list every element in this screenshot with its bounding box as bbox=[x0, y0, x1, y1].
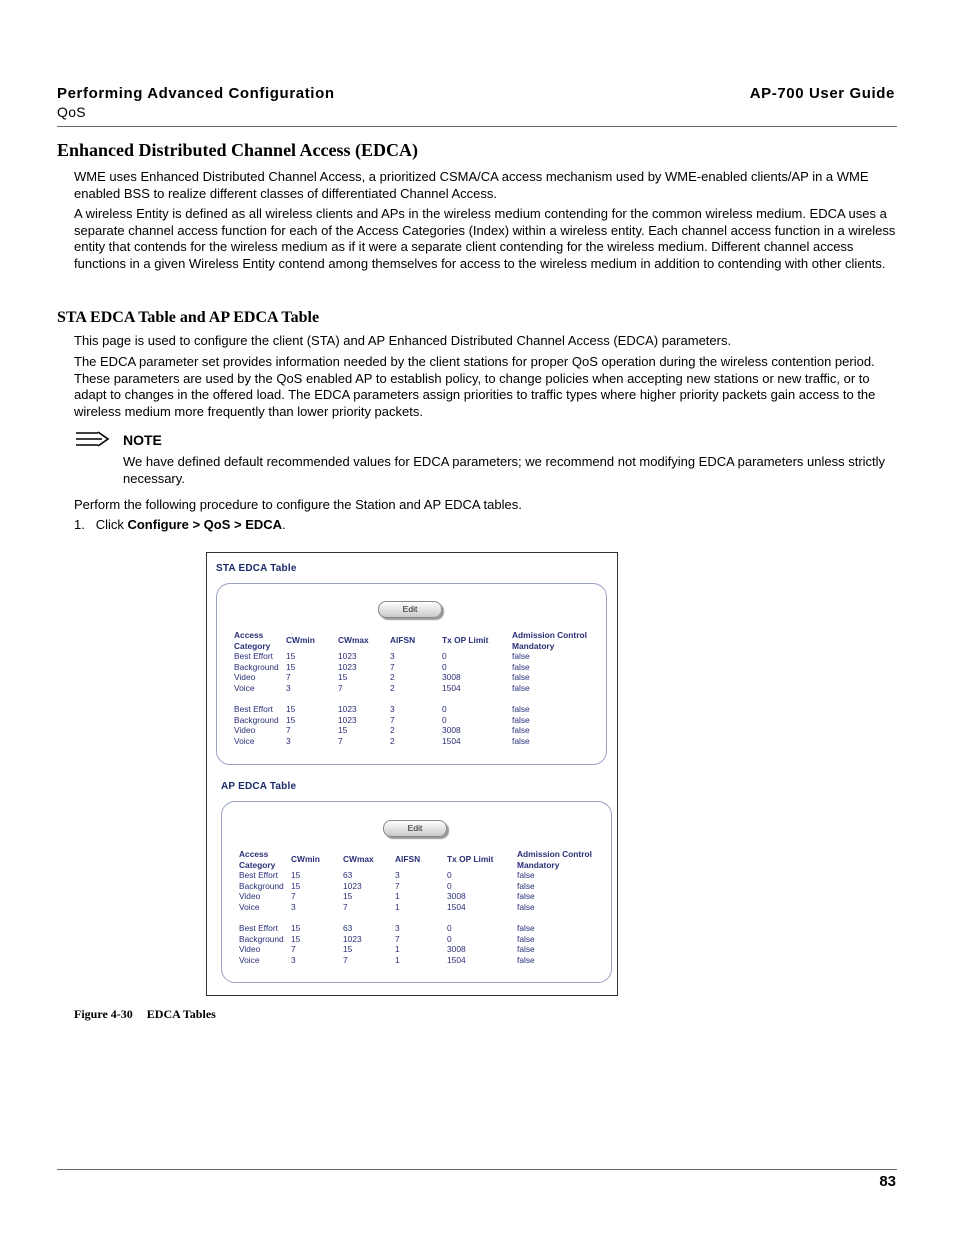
table-cell: 3 bbox=[395, 922, 400, 933]
table-cell: Background bbox=[234, 661, 279, 672]
table-cell: Voice bbox=[234, 735, 255, 746]
table-cell: false bbox=[512, 714, 530, 725]
table-cell: 0 bbox=[447, 880, 452, 891]
table-cell: false bbox=[512, 661, 530, 672]
table-cell: 0 bbox=[447, 870, 452, 880]
table-cell: 0 bbox=[442, 661, 447, 672]
table-cell: 1023 bbox=[343, 933, 362, 944]
table-cell: Background bbox=[239, 880, 284, 891]
column-header: AIFSN bbox=[390, 635, 416, 645]
sta-edca-table-title: STA EDCA Table bbox=[216, 563, 297, 574]
column-header: Access Category bbox=[234, 630, 271, 651]
table-cell: 1504 bbox=[442, 735, 461, 746]
procedure-intro: Perform the following procedure to configure the Station and AP EDCA tables. bbox=[74, 497, 522, 512]
table-cell: 15 bbox=[291, 880, 301, 891]
table-cell: 2 bbox=[390, 735, 395, 746]
table-cell: false bbox=[517, 954, 535, 965]
step-prefix: Click bbox=[95, 517, 128, 532]
edca-paragraph-1: WME uses Enhanced Distributed Channel Access, a prioritized CSMA/CA access mechanism used by WME-enabled clients/AP in a WME enabled BSS to realize different classes of differentiated Channel Access. bbox=[74, 169, 869, 201]
sta-edca-table bbox=[234, 630, 604, 754]
table-cell: 1023 bbox=[338, 661, 357, 672]
table-cell: 7 bbox=[286, 725, 291, 736]
table-cell: Video bbox=[239, 944, 261, 955]
table-cell: Video bbox=[239, 891, 261, 902]
table-cell: 7 bbox=[390, 661, 395, 672]
edca-tables-figure bbox=[206, 552, 618, 996]
table-cell: false bbox=[517, 870, 535, 880]
figure-caption-number: Figure 4-30 bbox=[74, 1007, 133, 1021]
column-header: CWmax bbox=[338, 635, 369, 645]
sta-edit-button[interactable]: Edit bbox=[378, 601, 442, 618]
ap-edca-table bbox=[239, 849, 609, 973]
table-cell: 7 bbox=[395, 933, 400, 944]
table-cell: 3 bbox=[390, 703, 395, 714]
section-heading-edca: Enhanced Distributed Channel Access (EDCA) bbox=[57, 140, 419, 160]
note-icon bbox=[76, 431, 110, 452]
table-cell: 0 bbox=[447, 922, 452, 933]
column-header: Access Category bbox=[239, 849, 276, 870]
table-cell: 15 bbox=[343, 891, 353, 902]
column-header: Admission Control Mandatory bbox=[517, 849, 592, 870]
table-cell: 1023 bbox=[338, 703, 357, 714]
table-cell: 2 bbox=[390, 683, 395, 694]
column-header: AIFSN bbox=[395, 854, 421, 864]
table-cell: Background bbox=[239, 933, 284, 944]
column-header: CWmax bbox=[343, 854, 374, 864]
table-cell: 7 bbox=[291, 891, 296, 902]
table-cell: 15 bbox=[286, 714, 296, 725]
table-cell: Voice bbox=[239, 902, 260, 913]
table-cell: false bbox=[517, 944, 535, 955]
footer-rule bbox=[57, 1169, 897, 1170]
table-cell: 7 bbox=[395, 880, 400, 891]
running-header-section: Performing Advanced Configuration bbox=[57, 85, 335, 102]
ap-edit-button[interactable]: Edit bbox=[383, 820, 447, 837]
table-cell: 3008 bbox=[447, 944, 466, 955]
step-number: 1. bbox=[74, 517, 85, 532]
table-cell: 15 bbox=[291, 933, 301, 944]
table-cell: 3 bbox=[291, 902, 296, 913]
step-suffix: . bbox=[282, 517, 286, 532]
table-cell: 0 bbox=[442, 703, 447, 714]
table-cell: 7 bbox=[343, 954, 348, 965]
table-cell: 1023 bbox=[338, 714, 357, 725]
table-cell: false bbox=[512, 735, 530, 746]
table-cell: false bbox=[517, 880, 535, 891]
table-cell: 1 bbox=[395, 944, 400, 955]
table-cell: 1023 bbox=[343, 880, 362, 891]
table-cell: 2 bbox=[390, 725, 395, 736]
edca-paragraph-2: A wireless Entity is defined as all wireless clients and APs in the wireless medium contending for the common wireless medium. EDCA uses a separate channel access function for each of the Access Categories (Index) within a wireless entity. Each channel access function in a wireless entity that contends for the wireless medium as if it were a separate client contending for the wireless medium. Different channel access functions in a given Wireless Entity contend among themselves for access to the wireless medium in addition to contending with other clients. bbox=[74, 206, 896, 271]
running-header-subsection: QoS bbox=[57, 104, 86, 120]
running-header-guide: AP-700 User Guide bbox=[749, 85, 895, 102]
table-cell: false bbox=[512, 672, 530, 683]
table-cell: 3008 bbox=[442, 672, 461, 683]
table-cell: 15 bbox=[338, 725, 348, 736]
table-cell: 15 bbox=[343, 944, 353, 955]
table-cell: 15 bbox=[286, 703, 296, 714]
table-cell: 7 bbox=[343, 902, 348, 913]
table-cell: 1 bbox=[395, 902, 400, 913]
table-cell: false bbox=[512, 683, 530, 694]
table-cell: false bbox=[517, 902, 535, 913]
table-cell: Best Effort bbox=[239, 870, 278, 880]
table-cell: 3008 bbox=[447, 891, 466, 902]
table-cell: 1 bbox=[395, 954, 400, 965]
table-cell: 7 bbox=[390, 714, 395, 725]
table-cell: false bbox=[517, 933, 535, 944]
table-cell: Best Effort bbox=[239, 922, 278, 933]
table-cell: Voice bbox=[234, 683, 255, 694]
column-header: Tx OP Limit bbox=[442, 635, 489, 645]
table-cell: false bbox=[512, 703, 530, 714]
table-cell: Video bbox=[234, 725, 256, 736]
table-cell: 7 bbox=[338, 683, 343, 694]
column-header: Tx OP Limit bbox=[447, 854, 494, 864]
table-cell: 7 bbox=[338, 735, 343, 746]
table-cell: 3 bbox=[286, 735, 291, 746]
table-cell: 3008 bbox=[442, 725, 461, 736]
table-cell: 15 bbox=[338, 672, 348, 683]
table-cell: 1 bbox=[395, 891, 400, 902]
table-cell: false bbox=[512, 725, 530, 736]
column-header: Admission Control Mandatory bbox=[512, 630, 587, 651]
note-text: We have defined default recommended values for EDCA parameters; we recommend not modifying EDCA parameters unless strictly necessary. bbox=[123, 454, 886, 486]
table-cell: false bbox=[517, 891, 535, 902]
table-cell: 7 bbox=[286, 672, 291, 683]
step-menu-path: Configure > QoS > EDCA bbox=[127, 517, 283, 532]
page-number: 83 bbox=[879, 1173, 896, 1190]
table-cell: Voice bbox=[239, 954, 260, 965]
table-cell: 0 bbox=[442, 714, 447, 725]
figure-caption-title: EDCA Tables bbox=[146, 1007, 216, 1021]
table-cell: false bbox=[517, 922, 535, 933]
table-cell: 3 bbox=[395, 870, 400, 880]
table-cell: 63 bbox=[343, 870, 353, 880]
table-cell: false bbox=[512, 651, 530, 661]
ap-edca-panel bbox=[221, 801, 612, 983]
table-cell: 63 bbox=[343, 922, 353, 933]
table-cell: Best Effort bbox=[234, 651, 273, 661]
table-cell: 3 bbox=[286, 683, 291, 694]
table-cell: 0 bbox=[447, 933, 452, 944]
table-cell: 2 bbox=[390, 672, 395, 683]
table-cell: 3 bbox=[291, 954, 296, 965]
table-cell: 1504 bbox=[447, 902, 466, 913]
table-cell: 15 bbox=[291, 870, 301, 880]
tables-paragraph-2: The EDCA parameter set provides information needed by the client stations for proper QoS operation during the wireless contention period. These parameters are used by the QoS enabled AP to establish policy, to change policies when accepting new stations or new traffic, or to adapt to changes in the offered load. The EDCA parameters assign priorities to traffic types where higher priority packets gain access to the wireless medium more frequently than lower priority packets. bbox=[74, 354, 876, 419]
table-cell: 0 bbox=[442, 651, 447, 661]
column-header: CWmin bbox=[286, 635, 315, 645]
sta-edca-panel bbox=[216, 583, 607, 765]
table-cell: 1504 bbox=[447, 954, 466, 965]
procedure-step-1 bbox=[74, 517, 286, 532]
table-cell: 15 bbox=[286, 661, 296, 672]
table-cell: Best Effort bbox=[234, 703, 273, 714]
table-cell: Video bbox=[234, 672, 256, 683]
table-cell: 15 bbox=[286, 651, 296, 661]
column-header: CWmin bbox=[291, 854, 320, 864]
table-cell: 1504 bbox=[442, 683, 461, 694]
table-cell: 3 bbox=[390, 651, 395, 661]
note-label: NOTE bbox=[123, 432, 162, 448]
subsection-heading-tables: STA EDCA Table and AP EDCA Table bbox=[57, 309, 320, 326]
table-cell: 1023 bbox=[338, 651, 357, 661]
tables-paragraph-1: This page is used to configure the client (STA) and AP Enhanced Distributed Channel Access (EDCA) parameters. bbox=[74, 333, 732, 348]
figure-caption bbox=[74, 1007, 230, 1022]
header-rule bbox=[57, 126, 897, 127]
table-cell: Background bbox=[234, 714, 279, 725]
table-cell: 7 bbox=[291, 944, 296, 955]
ap-edca-table-title: AP EDCA Table bbox=[221, 781, 297, 792]
table-cell: 15 bbox=[291, 922, 301, 933]
